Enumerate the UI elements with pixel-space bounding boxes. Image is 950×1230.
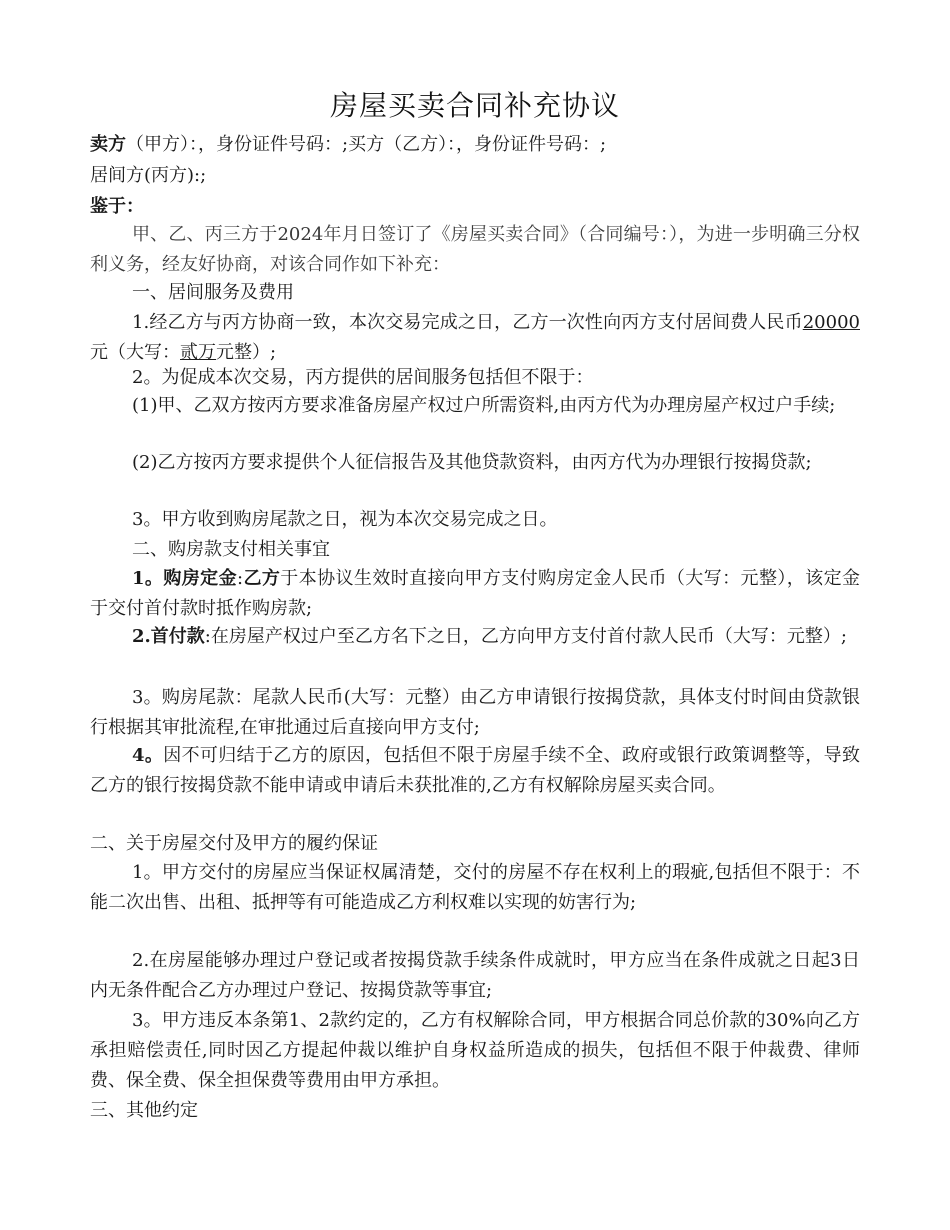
section3-item2: 2.在房屋能够办理过户登记或者按揭贷款手续条件成就时，甲方应当在条件成就之日起3日内无条件配合乙方办理过户登记、按揭贷款等事宜; bbox=[90, 950, 860, 1001]
section1-item1 bbox=[90, 308, 860, 368]
section2-item4 bbox=[90, 741, 860, 801]
deposit-text: 于本协议生效时直接向甲方支付购房定金人民币（大写：元整），该定金于交付首付款时抵作购房款; bbox=[90, 568, 860, 619]
parties-line bbox=[90, 130, 860, 160]
section2-heading: 二、购房款支付相关事宜 bbox=[132, 539, 330, 560]
deposit-colon: : bbox=[236, 568, 244, 589]
fee-text-a: 1.经乙方与丙方协商一致，本次交易完成之日，乙方一次性向丙方支付居间费人民币 bbox=[132, 312, 803, 333]
section3-heading: 二、关于房屋交付及甲方的履约保证 bbox=[90, 833, 378, 854]
fee-text-c: 元整）; bbox=[216, 342, 277, 363]
item4-label: 4。 bbox=[132, 745, 164, 766]
section2-item2 bbox=[90, 622, 860, 652]
deposit-party: 乙方 bbox=[243, 568, 281, 589]
section2-item1 bbox=[90, 564, 860, 624]
fee-amount-caps: 贰万 bbox=[180, 342, 216, 363]
broker-line: 居间方(丙方):; bbox=[90, 165, 207, 186]
intro-paragraph: 甲、乙、丙三方于2024年月日签订了《房屋买卖合同》（合同编号：），为进一步明确三分权利义务，经友好协商，对该合同作如下补充： bbox=[90, 224, 860, 275]
whereas-label: 鉴于： bbox=[90, 196, 144, 217]
section1-heading: 一、居间服务及费用 bbox=[132, 282, 294, 303]
section1-item3: 3。甲方收到购房尾款之日，视为本次交易完成之日。 bbox=[132, 509, 558, 530]
down-payment-label: 2.首付款 bbox=[132, 626, 205, 647]
section4-heading: 三、其他约定 bbox=[90, 1100, 198, 1121]
section1-item2: 2。为促成本次交易，丙方提供的居间服务包括但不限于： bbox=[132, 367, 594, 388]
section1-item2-2: (2)乙方按丙方要求提供个人征信报告及其他贷款资料，由丙方代为办理银行按揭贷款; bbox=[132, 452, 812, 473]
item4-text: 因不可归结于乙方的原因，包括但不限于房屋手续不全、政府或银行政策调整等，导致乙方的银行按揭贷款不能申请或申请后未获批准的,乙方有权解除房屋买卖合同。 bbox=[90, 745, 860, 796]
section1-item2-1: (1)甲、乙双方按丙方要求准备房屋产权过户所需资料,由丙方代为办理房屋产权过户手续; bbox=[132, 395, 836, 416]
section3-item3: 3。甲方违反本条第1、2款约定的，乙方有权解除合同，甲方根据合同总价款的30%向乙方承担赔偿责任,同时因乙方提起仲裁以维护自身权益所造成的损失，包括但不限于仲裁费、律师费、保全费、保全担保费等费用由甲方承担。 bbox=[90, 1010, 860, 1091]
down-payment-text: :在房屋产权过户至乙方名下之日，乙方向甲方支付首付款人民币（大写：元整）; bbox=[204, 626, 847, 647]
deposit-label: 1。购房定金 bbox=[132, 568, 237, 589]
section2-item3: 3。购房尾款：尾款人民币(大写：元整）由乙方申请银行按揭贷款，具体支付时间由贷款银行根据其审批流程,在审批通过后直接向甲方支付; bbox=[90, 687, 860, 738]
seller-label: 卖方 bbox=[90, 134, 126, 155]
parties-details: （甲方）：，身份证件号码：;买方（乙方）：，身份证件号码：; bbox=[126, 134, 607, 155]
page-title: 房屋买卖合同补充协议 bbox=[329, 89, 620, 122]
section3-item1: 1。甲方交付的房屋应当保证权属清楚，交付的房屋不存在权利上的瑕疵,包括但不限于：不能二次出售、出租、抵押等有可能造成乙方利权难以实现的妨害行为; bbox=[90, 862, 860, 913]
fee-text-b: 元（大写： bbox=[90, 342, 180, 363]
fee-amount: 20000 bbox=[802, 312, 860, 333]
